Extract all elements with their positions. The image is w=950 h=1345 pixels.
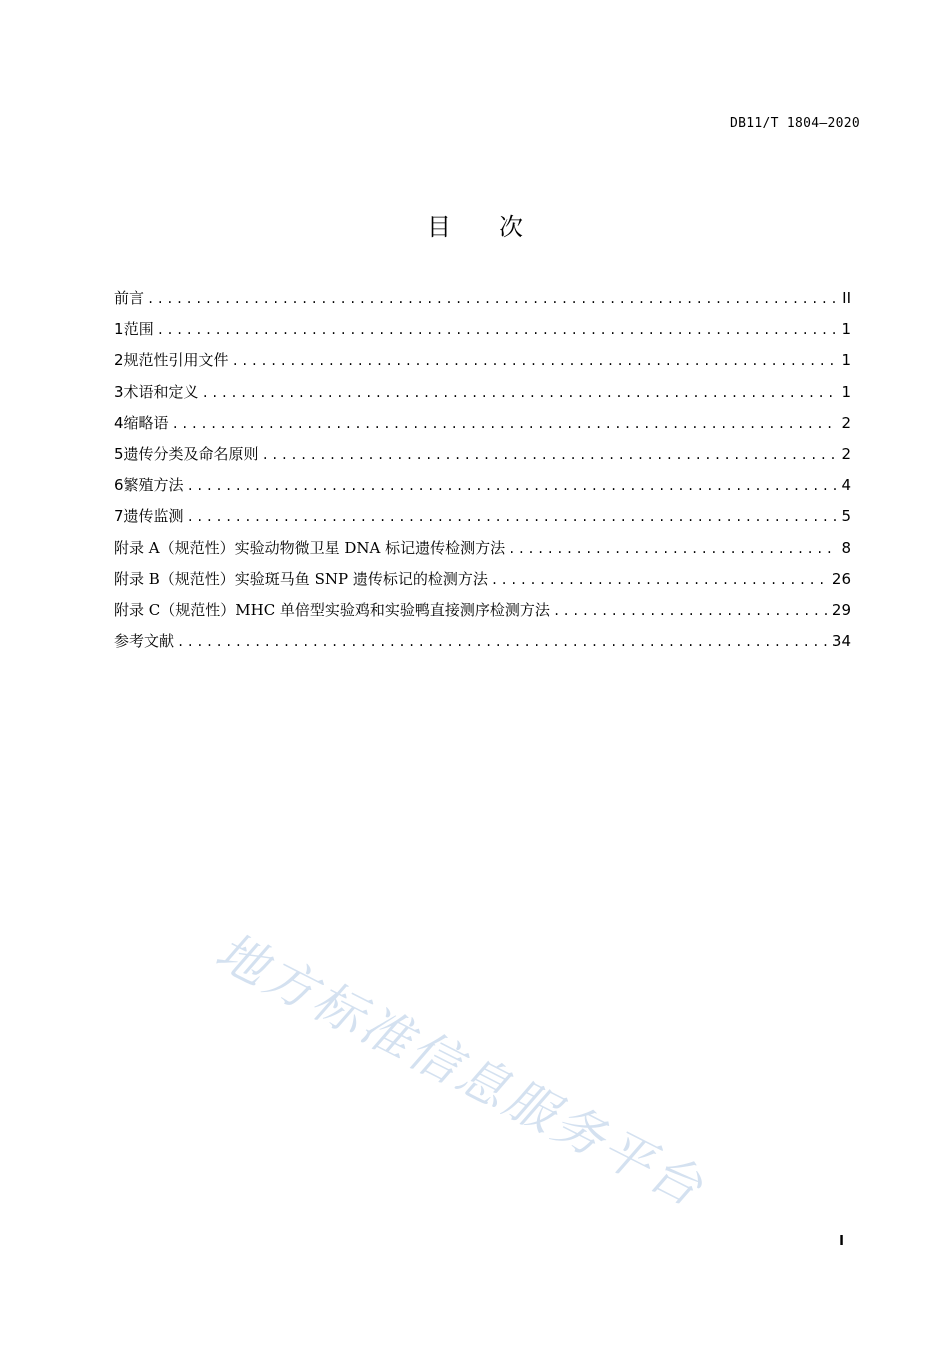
toc-entry-page: 8 <box>841 538 851 557</box>
toc-entry-1[interactable] <box>114 318 851 349</box>
toc-entry-label: 前言 <box>114 289 145 307</box>
toc-entry-label: 繁殖方法 <box>123 476 184 495</box>
toc-entry-foreword[interactable] <box>114 287 851 318</box>
toc-entry-page: 5 <box>841 507 851 526</box>
toc-entry-number: 2 <box>114 351 124 370</box>
toc-leader-dots <box>172 413 839 435</box>
toc-entry-page: 26 <box>831 569 851 588</box>
toc-entry-label: 遗传分类及命名原则 <box>123 444 259 463</box>
toc-leader-dots <box>508 538 838 560</box>
page-number: I <box>839 1234 844 1249</box>
toc-entry-appendix-c[interactable] <box>114 599 851 630</box>
toc-entry-label: 规范性引用文件 <box>123 351 229 370</box>
toc-entry-number: 3 <box>114 382 124 401</box>
toc-entry-page: II <box>842 289 851 307</box>
toc-entry-5[interactable] <box>114 443 851 474</box>
toc-leader-dots <box>202 382 839 404</box>
toc-entry-label: MHC 单倍型实验鸡和实验鸭直接测序检测方法 <box>235 600 550 619</box>
toc-entry-label: 缩略语 <box>123 413 169 432</box>
toc-entry-3[interactable] <box>114 381 851 412</box>
toc-entry-references[interactable] <box>114 630 851 661</box>
toc-entry-number: 1 <box>114 320 124 339</box>
toc-leader-dots <box>187 506 839 528</box>
toc-leader-dots <box>147 288 839 310</box>
table-of-contents <box>114 287 851 661</box>
toc-leader-dots <box>187 475 839 497</box>
toc-entry-7[interactable] <box>114 505 851 536</box>
toc-entry-prefix: 附录 A（规范性） <box>114 538 235 557</box>
toc-entry-appendix-a[interactable] <box>114 537 851 568</box>
toc-entry-number: 7 <box>114 507 124 526</box>
toc-entry-label: 实验动物微卫星 DNA 标记遗传检测方法 <box>234 538 506 557</box>
toc-entry-4[interactable] <box>114 412 851 443</box>
toc-leader-dots <box>262 444 839 466</box>
toc-entry-label: 遗传监测 <box>123 507 184 526</box>
toc-entry-page: 29 <box>831 600 851 619</box>
standard-code: DB11/T 1804—2020 <box>729 116 860 131</box>
page-title: 目次 <box>427 213 571 241</box>
toc-entry-page: 2 <box>841 444 851 463</box>
toc-leader-dots <box>177 631 829 653</box>
toc-entry-6[interactable] <box>114 474 851 505</box>
toc-leader-dots <box>491 569 829 591</box>
toc-entry-page: 1 <box>841 382 851 401</box>
toc-entry-number: 5 <box>114 444 124 463</box>
toc-entry-page: 1 <box>841 320 851 339</box>
toc-leader-dots <box>157 319 839 341</box>
watermark-text: 地方标准信息服务平台 <box>206 921 715 1219</box>
toc-entry-label: 术语和定义 <box>123 382 199 401</box>
toc-leader-dots <box>232 350 839 372</box>
toc-entry-label: 实验斑马鱼 SNP 遗传标记的检测方法 <box>234 569 488 588</box>
toc-entry-page: 4 <box>841 476 851 495</box>
toc-entry-number: 4 <box>114 413 124 432</box>
toc-entry-prefix: 附录 C（规范性） <box>114 600 236 619</box>
toc-leader-dots <box>553 600 829 622</box>
toc-entry-prefix: 附录 B（规范性） <box>114 569 235 588</box>
toc-entry-page: 2 <box>841 413 851 432</box>
toc-entry-label: 参考文献 <box>114 632 175 651</box>
toc-entry-label: 范围 <box>123 320 154 339</box>
toc-entry-number: 6 <box>114 476 124 495</box>
toc-entry-appendix-b[interactable] <box>114 568 851 599</box>
toc-entry-page: 1 <box>841 351 851 370</box>
toc-entry-2[interactable] <box>114 349 851 380</box>
toc-entry-page: 34 <box>831 632 851 651</box>
